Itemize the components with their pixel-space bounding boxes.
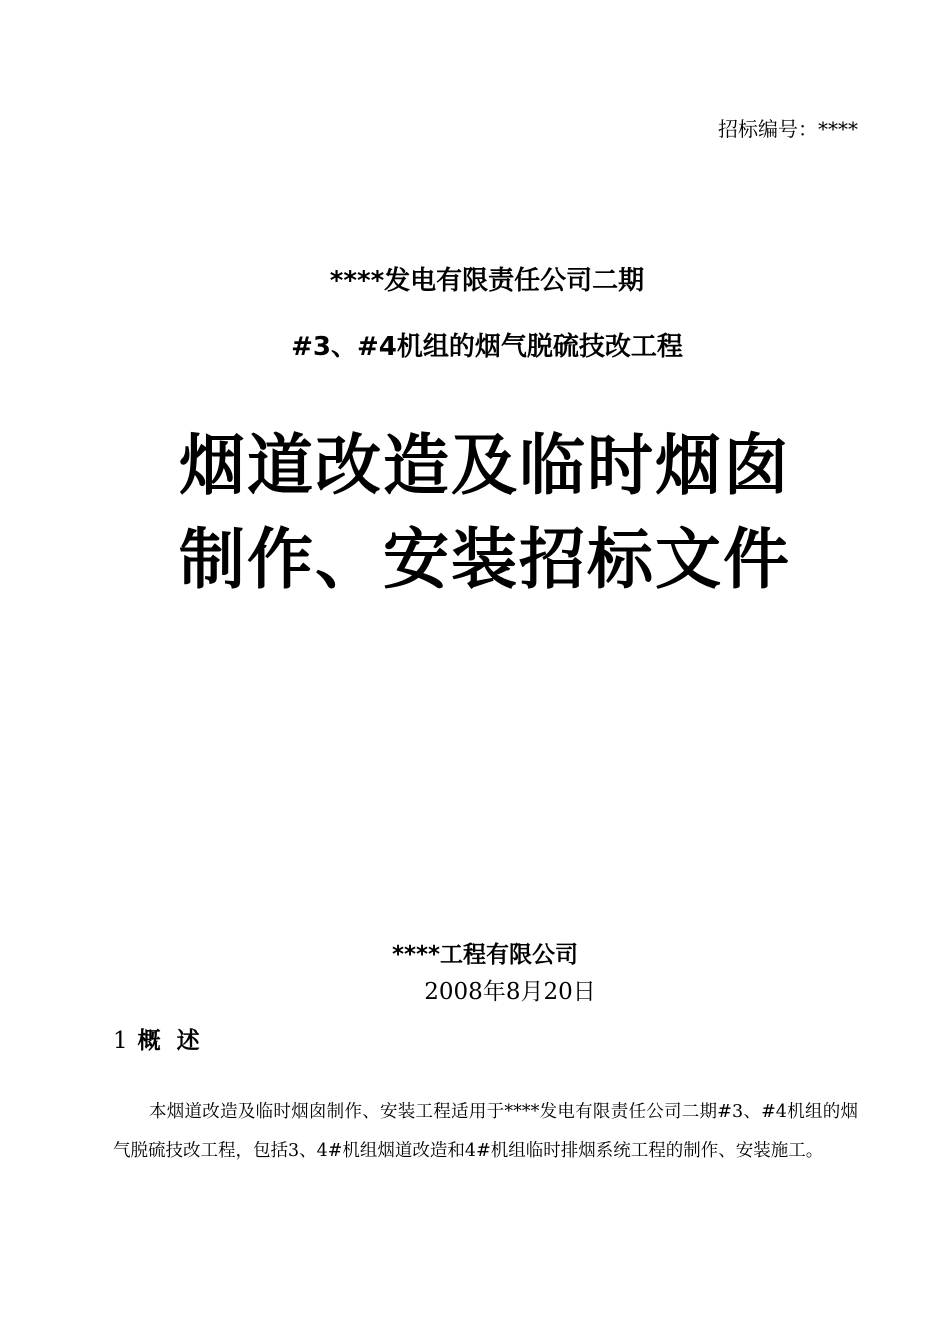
bid-number: 招标编号：**** [718, 117, 858, 141]
section-title: 概 述 [137, 1028, 204, 1054]
project-name-line-2: #3、#4机组的烟气脱硫技改工程 [291, 332, 683, 362]
section-heading [113, 1026, 204, 1056]
issue-date: 2008年8月20日 [424, 979, 596, 1005]
document-title-line-2: 制作、安装招标文件 [179, 521, 791, 598]
document-title-line-1: 烟道改造及临时烟囱 [179, 427, 791, 504]
section-paragraph: 本烟道改造及临时烟囱制作、安装工程适用于****发电有限责任公司二期#3、#4机组的烟气脱硫技改工程，包括3、4#机组烟道改造和4#机组临时排烟系统工程的制作、安装施工。 [113, 1102, 858, 1161]
issuing-company: ****工程有限公司 [391, 942, 579, 968]
project-name-line-1: ****发电有限责任公司二期 [329, 266, 645, 296]
section-number: 1 [113, 1028, 132, 1054]
